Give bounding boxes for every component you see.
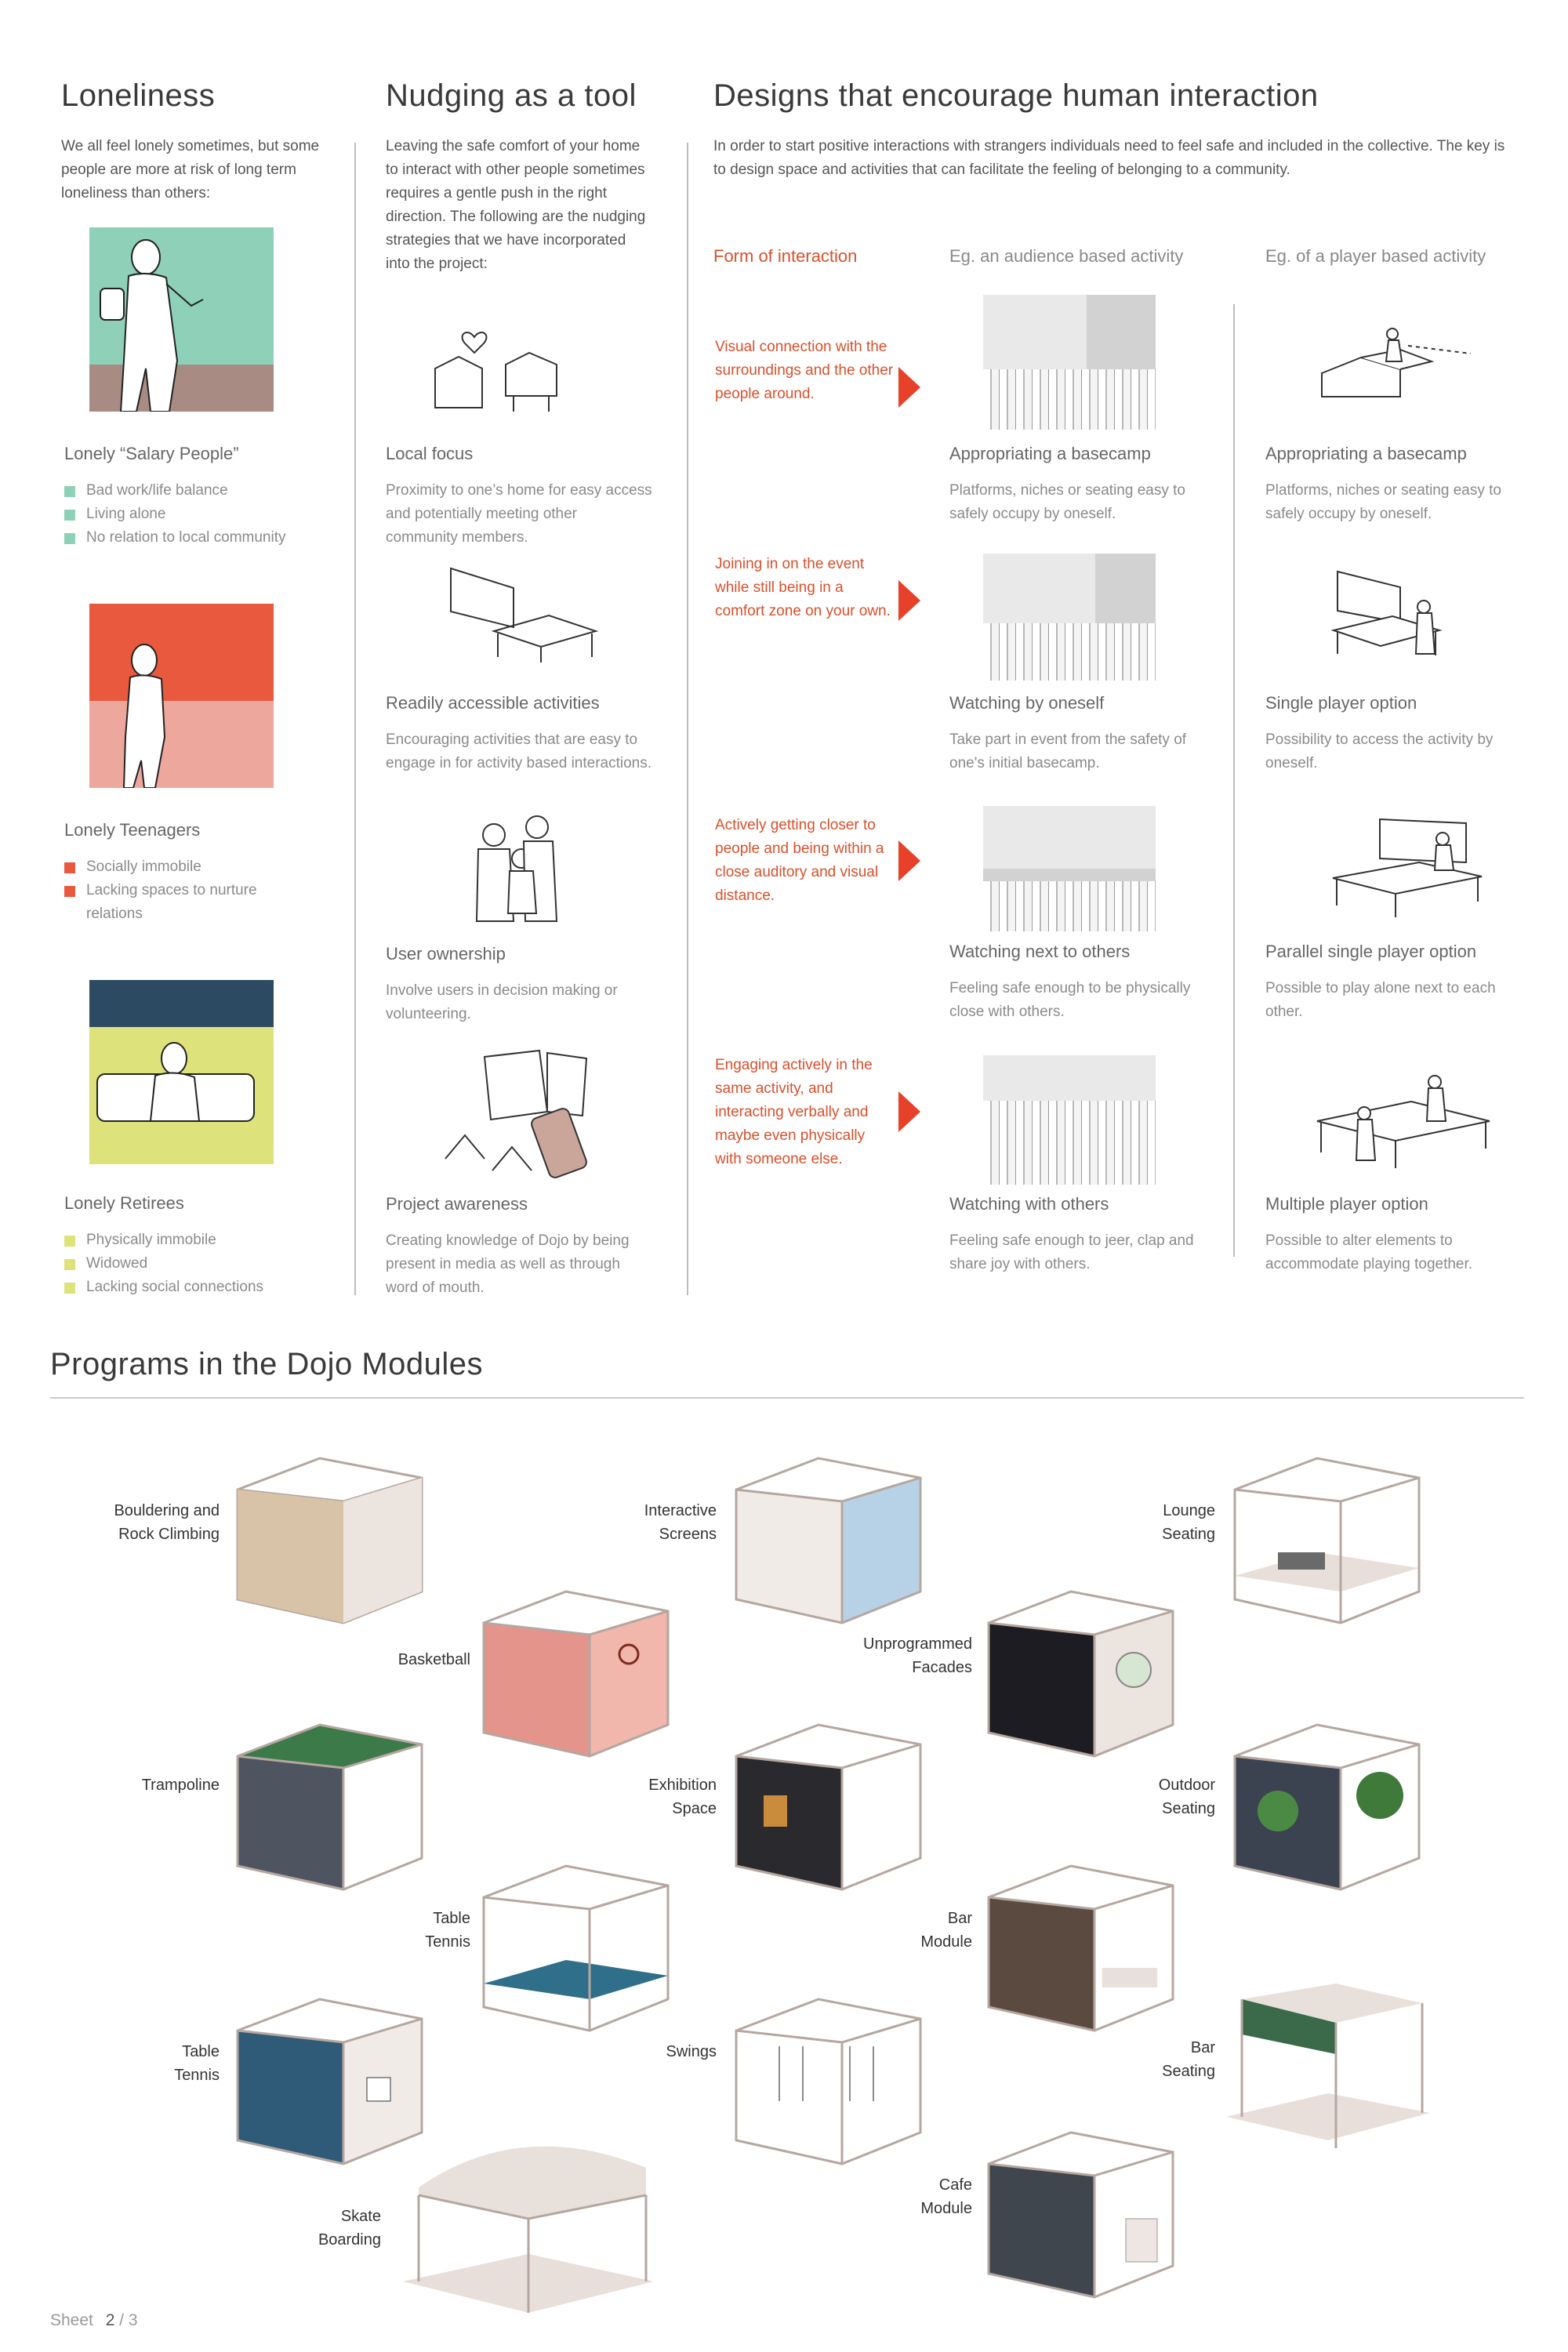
- pl-caption: Parallel single player option: [1265, 942, 1477, 961]
- module-label-bar-seating: Bar Seating: [1162, 2039, 1215, 2080]
- form-text: Visual connection with the surroundings and the other people around.: [715, 339, 894, 402]
- basketball-module: [480, 1576, 676, 1764]
- bullet-item: No relation to local community: [64, 526, 331, 550]
- nudge-caption-accessible: Readily accessible activities: [386, 693, 600, 713]
- user-ownership-sketch: [455, 811, 580, 929]
- bullet-item: Lacking social connections: [64, 1276, 331, 1299]
- aud-caption: Watching by oneself: [949, 693, 1105, 713]
- player-sketch: [1330, 568, 1486, 685]
- arrow-icon: [898, 367, 920, 408]
- skate-boarding-module: [395, 2125, 662, 2328]
- trampoline-module: [234, 1709, 430, 1897]
- module-label-cafe: Cafe Module: [920, 2176, 972, 2217]
- player-sketch: [1314, 326, 1494, 405]
- salary-people-illustration: [89, 227, 274, 412]
- aud-caption: Appropriating a basecamp: [949, 444, 1151, 463]
- designs-intro: In order to start positive interactions with strangers individuals need to feel safe and included in the collective. The key is to design space and activities that can facilitate the feeling of belonging to a community.: [713, 138, 1505, 178]
- outdoor-seating-module: [1231, 1709, 1427, 1897]
- audience-sketch: [983, 554, 1156, 681]
- group-caption-teenagers: Lonely Teenagers: [64, 820, 201, 840]
- module-label-table-tennis: Table Tennis: [425, 1910, 470, 1951]
- module-label-interactive: Interactive Screens: [644, 1502, 717, 1543]
- retiree-illustration: [89, 980, 274, 1164]
- nudge-text-ownership: Involve users in decision making or volunteering.: [386, 982, 618, 1022]
- accessible-activities-sketch: [439, 564, 612, 666]
- column-divider: [354, 143, 356, 1295]
- module-label-outdoor: Outdoor Seating: [1158, 1777, 1215, 1817]
- form-text: Actively getting closer to people and being within a close auditory and visual distance.: [715, 817, 884, 904]
- group-caption-retirees: Lonely Retirees: [64, 1193, 184, 1213]
- column-divider: [687, 143, 688, 1295]
- aud-text: Platforms, niches or seating easy to safely occupy by oneself.: [949, 482, 1185, 522]
- bullet-item: Widowed: [64, 1252, 331, 1276]
- aud-text: Feeling safe enough to jeer, clap and share joy with others.: [949, 1232, 1194, 1272]
- pl-text: Possible to alter elements to accommodate playing together.: [1265, 1232, 1473, 1272]
- col-header-form: Form of interaction: [713, 246, 858, 266]
- loneliness-title: Loneliness: [61, 78, 216, 113]
- pl-caption: Appropriating a basecamp: [1265, 444, 1467, 463]
- salary-bullets: [64, 479, 331, 550]
- col-header-player: Eg. of a player based activity: [1265, 246, 1486, 266]
- nudge-text-awareness: Creating knowledge of Dojo by being present in media as well as through word of mouth.: [386, 1232, 630, 1296]
- arrow-icon: [898, 580, 920, 621]
- module-label-bouldering: Bouldering and Rock Climbing: [114, 1502, 220, 1543]
- form-text: Engaging actively in the same activity, and interacting verbally and maybe even physically with someone else.: [715, 1057, 873, 1167]
- pl-caption: Single player option: [1265, 693, 1417, 713]
- sheet-number: Sheet 2 / 3: [50, 2311, 138, 2329]
- exhibition-module: [732, 1709, 928, 1897]
- designs-title: Designs that encourage human interaction: [713, 78, 1319, 113]
- retiree-bullets: [64, 1229, 331, 1299]
- player-sketch: [1309, 1066, 1505, 1176]
- bullet-item: Lacking spaces to nurture relations: [64, 879, 292, 926]
- bullet-item: Living alone: [64, 503, 331, 526]
- audience-sketch: [983, 1055, 1156, 1185]
- col-header-audience: Eg. an audience based activity: [949, 246, 1184, 266]
- module-label-lounge: Lounge Seating: [1162, 1502, 1215, 1543]
- module-label-table-tennis-2: Table Tennis: [174, 2043, 220, 2084]
- nudge-caption-awareness: Project awareness: [386, 1194, 528, 1214]
- bullet-item: Socially immobile: [64, 855, 292, 879]
- pl-text: Possibility to access the activity by oneself.: [1265, 731, 1494, 771]
- aud-text: Take part in event from the safety of one's initial basecamp.: [949, 731, 1187, 771]
- table-tennis-module: [480, 1850, 676, 2038]
- swings-module: [732, 1984, 928, 2172]
- bullet-item: Physically immobile: [64, 1229, 331, 1252]
- form-text: Joining in on the event while still being in a comfort zone on your own.: [715, 556, 891, 619]
- module-label-swings: Swings: [666, 2043, 717, 2060]
- nudge-caption-ownership: User ownership: [386, 944, 506, 964]
- project-awareness-sketch: [430, 1049, 602, 1182]
- arrow-icon: [898, 840, 920, 881]
- local-focus-sketch: [427, 321, 584, 416]
- bouldering-module: [234, 1443, 430, 1631]
- module-label-unprogrammed: Unprogrammed Facades: [863, 1635, 972, 1676]
- unprogrammed-facades-module: [985, 1576, 1181, 1764]
- interactive-screens-module: [732, 1443, 928, 1631]
- aud-caption: Watching with others: [949, 1194, 1109, 1214]
- nudging-title: Nudging as a tool: [386, 78, 637, 113]
- bullet-item: Bad work/life balance: [64, 479, 331, 503]
- bar-module: [985, 1850, 1181, 2038]
- arrow-icon: [898, 1091, 920, 1132]
- aud-text: Feeling safe enough to be physically close with others.: [949, 980, 1191, 1020]
- module-label-basketball: Basketball: [397, 1651, 470, 1668]
- teenager-illustration: [89, 604, 274, 788]
- module-label-trampoline: Trampoline: [141, 1777, 220, 1794]
- section-rule: [50, 1397, 1524, 1399]
- module-label-bar: Bar Module: [920, 1910, 972, 1951]
- audience-sketch: [983, 806, 1156, 931]
- aud-caption: Watching next to others: [949, 942, 1131, 961]
- nudge-text-local-focus: Proximity to one’s home for easy access and potentially meeting other community members.: [386, 482, 652, 546]
- lounge-module: [1231, 1443, 1427, 1631]
- pl-text: Platforms, niches or seating easy to safely occupy by oneself.: [1265, 482, 1501, 522]
- loneliness-intro: We all feel lonely sometimes, but some people are more at risk of long term loneliness than others:: [61, 138, 320, 201]
- player-sketch: [1325, 815, 1505, 925]
- nudging-intro: Leaving the safe comfort of your home to interact with other people sometimes requires a gentle push in the right direction. The following are the nudging strategies that we have incorporated into the project:: [386, 138, 646, 272]
- module-label-skate: Skate Boarding: [318, 2208, 381, 2249]
- bar-seating-module: [1218, 1968, 1438, 2164]
- pl-caption: Multiple player option: [1265, 1194, 1428, 1214]
- audience-sketch: [983, 295, 1156, 430]
- teenager-bullets: [64, 855, 292, 926]
- group-caption-salary: Lonely “Salary People”: [64, 444, 239, 463]
- programs-title: Programs in the Dojo Modules: [50, 1347, 484, 1381]
- nudge-caption-local-focus: Local focus: [386, 444, 474, 463]
- cafe-module: [985, 2117, 1181, 2305]
- column-divider: [1233, 304, 1235, 1257]
- nudge-text-accessible: Encouraging activities that are easy to engage in for activity based interactions.: [386, 731, 652, 771]
- module-label-exhibition: Exhibition Space: [648, 1777, 717, 1817]
- pl-text: Possible to play alone next to each other.: [1265, 980, 1496, 1020]
